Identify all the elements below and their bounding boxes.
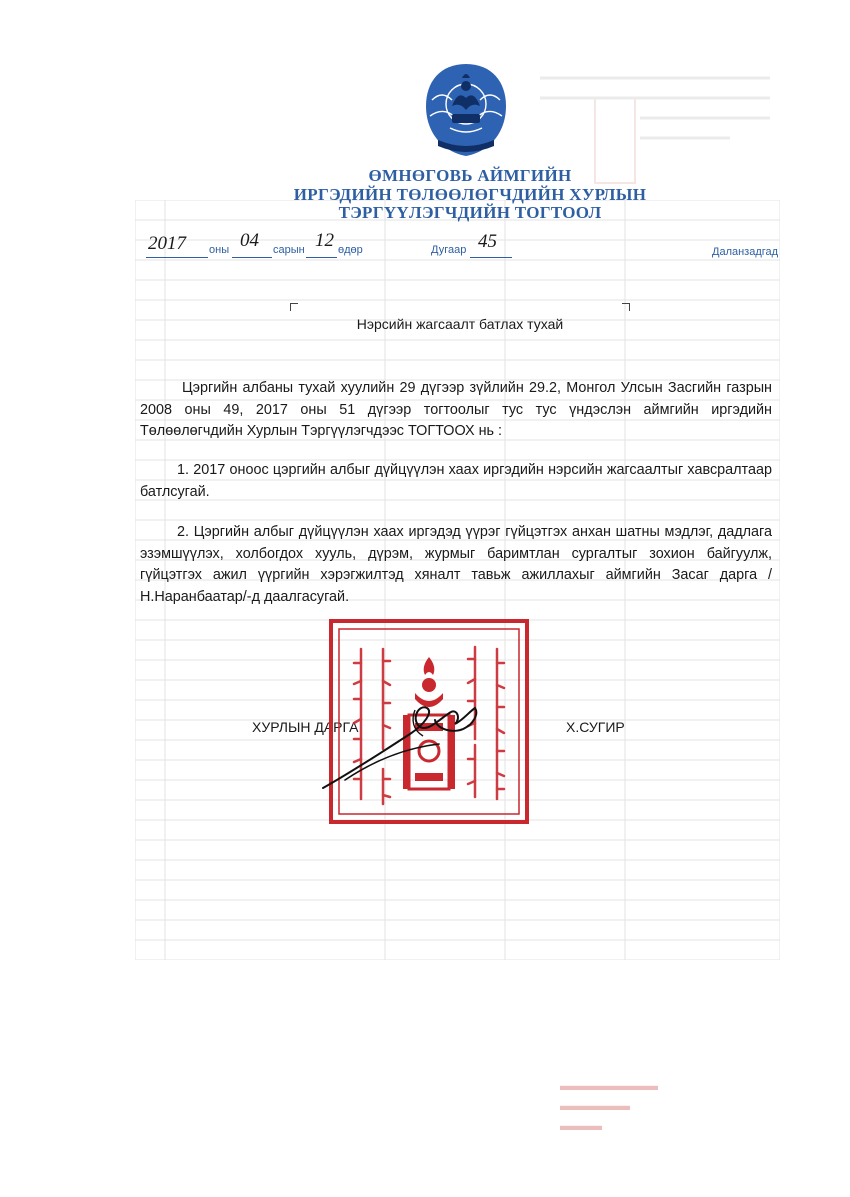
subject-bracket-right (622, 303, 630, 311)
day-underline (306, 257, 337, 258)
year-underline (146, 257, 208, 258)
signatory-name: Х.СУГИР (566, 719, 625, 735)
state-emblem-icon (422, 60, 510, 160)
show-through-header (530, 18, 780, 188)
day-value: 12 (315, 230, 334, 251)
header-line-1: ӨМНӨГОВЬ АЙМГИЙН (368, 166, 572, 185)
year-suffix: оны (209, 244, 230, 256)
year-value: 2017 (148, 233, 186, 254)
subject-bracket-left (290, 303, 298, 311)
preamble-paragraph: Цэргийн албаны тухай хуулийн 29 дүгээр зүйлийн 29.2, Монгол Улсын Засгийн газрын 2008 оны 49, 2017 оны 51 дүгээр тогтоолыг тус тус үндэслэн аймгийн иргэдийн Төлөөлөгчдийн Хурлын Тэргүүлэгчдээс ТОГТООХ нь : (140, 380, 772, 439)
number-value: 45 (478, 231, 497, 252)
resolution-item-2: 2. Цэргийн албыг дүйцүүлэн хаах иргэдэд үүрэг гүйцэтгэх анхан шатны мэдлэг, дадлага эзэмшүүлэх, холбогдох хууль, дүрэм, журмыг баримтлан сургалтыг зохион байгуулж, гүйцэтгэх ажил үүргийн хэрэгжилтэд хяналт тавьж ажиллахыг аймгийн Засаг дарга /Н.Наранбаатар/-д даалгасугай. (140, 524, 772, 605)
resolution-item-1: 1. 2017 оноос цэргийн албыг дүйцүүлэн хаах иргэдийн нэрсийн жагсаалтыг хавсралтаар батлсугай. (140, 462, 772, 500)
show-through-stamp: ▬▬▬▬▬▬▬ ▬▬▬▬▬ ▬▬▬ (560, 1077, 658, 1133)
header-line-2: ИРГЭДИЙН ТӨЛӨӨЛӨГЧДИЙН ХУРЛЫН (293, 185, 647, 204)
place-name: Даланзадгад (712, 246, 779, 258)
month-value: 04 (240, 230, 259, 251)
subject-title: Нэрсийн жагсаалт батлах тухай (356, 316, 564, 332)
day-suffix: өдөр (338, 244, 363, 256)
handwritten-signature (315, 690, 505, 800)
header-line-3: ТЭРГҮҮЛЭГЧДИЙН ТОГТООЛ (338, 203, 602, 222)
month-underline (232, 257, 272, 258)
number-underline (470, 257, 512, 258)
signatory-title: ХУРЛЫН ДАРГА (252, 719, 359, 735)
month-suffix: сарын (273, 244, 305, 256)
number-label: Дугаар (431, 244, 467, 256)
